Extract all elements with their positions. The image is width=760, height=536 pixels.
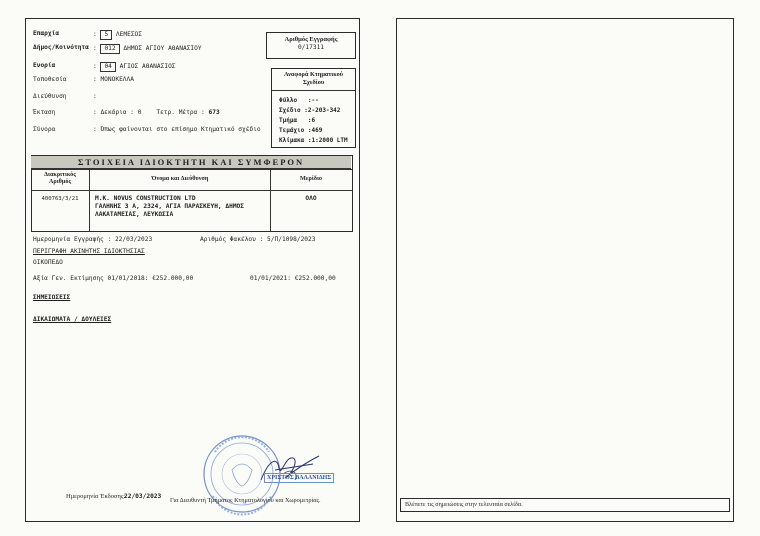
eparchia-value: ΛΕΜΕΣΟΣ [115, 31, 142, 38]
dimos-value: ΔΗΜΟΣ ΑΓΙΟΥ ΑΘΑΝΑΣΙΟΥ [123, 45, 202, 52]
topothesia-value: ΜΟΝΟΚΕΛΛΑ [100, 76, 134, 83]
synora-field: : Όπως φαίνονται στο επίσημο Κτηματικό σχέδιο [93, 126, 261, 133]
plan-reference-box [271, 68, 356, 148]
dimos-field: : 012 ΔΗΜΟΣ ΑΓΙΟΥ ΑΘΑΝΑΣΙΟΥ [93, 45, 202, 52]
valuation-2018: Αξία Γεν. Εκτίμησης 01/01/2018: €252.000,00 [33, 275, 194, 282]
signatory-name-stamp: ΧΡΙΣΤΟΣ ΒΑΛΑΝΙΔΗΣ [264, 473, 334, 483]
owner-name: M.K. NOVUS CONSTRUCTION LTD [95, 195, 196, 202]
owner-address-1: ΓΑΛΗΝΗΣ 3 Α, 2324, ΑΓΙΑ ΠΑΡΑΣΚΕΥΗ, ΔΗΜΟΣ [95, 203, 245, 210]
synora-label: Σύνορα [33, 126, 56, 133]
ektasi-value: Δεκάρια : 0 [100, 109, 142, 116]
property-description-value: ΟΙΚΟΠΕΔΟ [33, 259, 63, 266]
plan-klimaka: Κλίμακα :1:2000 LTM [279, 137, 348, 144]
signature-caption: Για Διευθυντή Τμήματος Κτηματολογίου και Χωρομετρίας. [170, 497, 321, 504]
column-header-name: Όνομα και Διεύθυνση [151, 175, 209, 182]
dieuthinsi-colon: : [93, 93, 97, 100]
registration-date: Ημερομηνία Εγγραφής : 22/03/2023 [33, 236, 153, 243]
registration-number-box [266, 32, 356, 59]
plan-reference-title-1: Αναφορά Κτηματικού [284, 71, 343, 78]
plan-tmima: Τμήμα :6 [279, 117, 316, 124]
registration-number-value: 0/17311 [297, 44, 325, 51]
enoria-code: 04 [100, 62, 115, 72]
column-header-share: Μερίδιο [300, 175, 322, 182]
column-header-id [31, 171, 89, 185]
ektasi-field: : Δεκάρια : 0 Τετρ. Μέτρα : 673 [93, 109, 220, 116]
plan-temaxio: Τεμάχιο :469 [279, 127, 323, 134]
owner-table-header: ΣΤΟΙΧΕΙΑ ΙΔΙΟΚΤΗΤΗ ΚΑΙ ΣΥΜΦΕΡΟΝ [31, 156, 351, 169]
eparchia-code: 5 [100, 30, 112, 40]
column-header-id-1: Διακριτικός [44, 171, 76, 178]
valuation-2021: 01/01/2021: €252.000,00 [250, 275, 336, 282]
back-page-border [396, 18, 734, 522]
eparchia-label: Επαρχία [33, 30, 60, 37]
issue-date-label: Ημερομηνία Έκδοσης: [66, 493, 126, 500]
ektasi-metra-label: Τετρ. Μέτρα : [156, 109, 205, 116]
dimos-label: Δήμος/Κοινότητα [33, 44, 89, 51]
plan-fyllo: Φύλλο :-- [279, 97, 319, 104]
enoria-field: : 04 ΑΓΙΟΣ ΑΘΑΝΑΣΙΟΣ [93, 63, 176, 70]
eparchia-field: : 5 ΛΕΜΕΣΟΣ [93, 31, 142, 38]
synora-value: Όπως φαίνονται στο επίσημο Κτηματικό σχέδιο [100, 126, 261, 133]
owner-address-2: ΛΑΚΑΤΑΜΕΙΑΣ, ΛΕΥΚΩΣΙΑ [95, 211, 174, 218]
ektasi-label: Έκταση [33, 109, 56, 116]
enoria-value: ΑΓΙΟΣ ΑΘΑΝΑΣΙΟΣ [119, 63, 176, 70]
rights-title: ΔΙΚΑΙΩΜΑΤΑ / ΔΟΥΛΕΙΕΣ [33, 316, 112, 323]
plan-reference-values [272, 91, 355, 146]
issue-date-value: 22/03/2023 [124, 493, 162, 500]
column-header-id-2: Αριθμός [48, 178, 72, 185]
registration-number-title: Αριθμός Εγγραφής [284, 36, 338, 43]
back-page-note: Βλέπετε τις σημειώσεις στην τελευταία σελίδα. [405, 501, 523, 508]
file-number: Αριθμός Φακέλου : 5/Π/1098/2023 [200, 236, 316, 243]
dieuthinsi-label: Διεύθυνση [33, 93, 67, 100]
owner-share: ΟΛΟ [305, 195, 317, 202]
owner-table-header-rule [31, 169, 352, 170]
title-deed-back-page [380, 0, 760, 536]
owner-id: 400763/3/21 [41, 196, 79, 202]
back-page-note-box [400, 498, 730, 512]
topothesia-label: Τοποθεσία [33, 76, 67, 83]
plan-reference-header [272, 71, 355, 91]
notes-title: ΣΗΜΕΙΩΣΕΙΣ [33, 294, 71, 301]
topothesia-field: : ΜΟΝΟΚΕΛΛΑ [93, 76, 134, 83]
dimos-code: 012 [100, 44, 119, 54]
enoria-label: Ενορία [33, 62, 56, 69]
ektasi-metra-value: 673 [208, 109, 220, 116]
property-description-title: ΠΕΡΙΓΡΑΦΗ ΑΚΙΝΗΤΗΣ ΙΔΙΟΚΤΗΣΙΑΣ [33, 248, 145, 255]
plan-reference-title-2: Σχεδίου [302, 79, 325, 86]
owner-table-columns-rule [31, 190, 352, 191]
plan-schedio: Σχέδιο :2-203-342 [279, 107, 341, 114]
